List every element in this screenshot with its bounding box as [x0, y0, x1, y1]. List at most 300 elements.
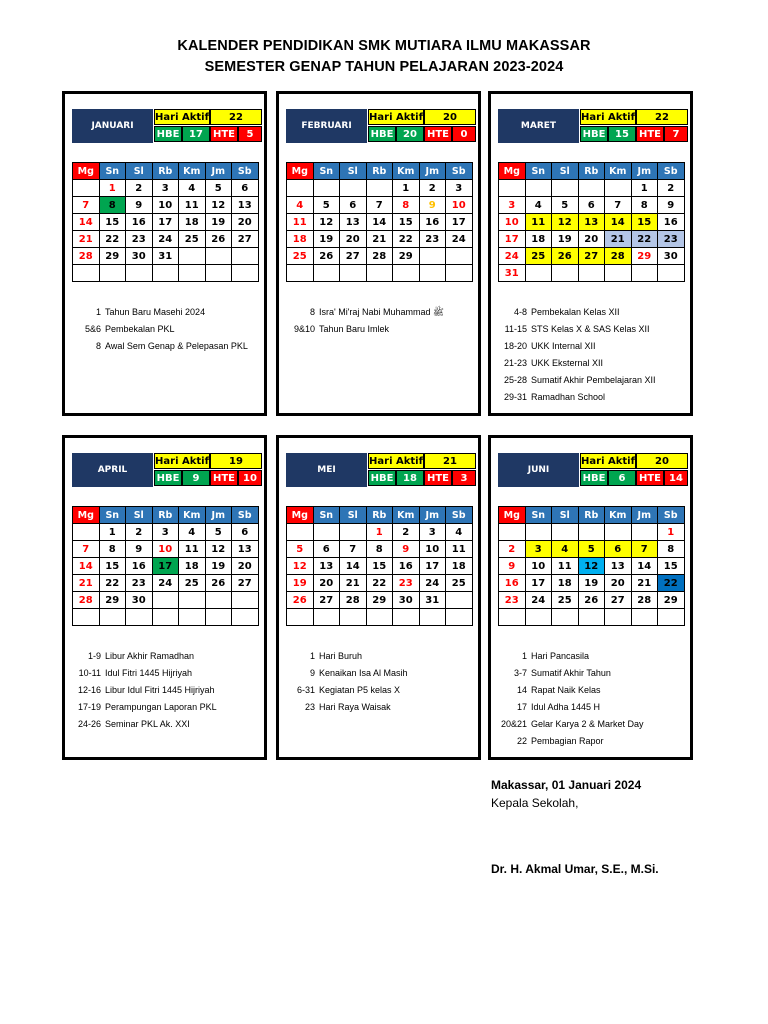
day-header: Mg: [73, 507, 100, 524]
day-cell: 18: [552, 575, 579, 592]
day-header: Mg: [499, 507, 526, 524]
week-row: [499, 248, 685, 265]
day-cell: [658, 265, 685, 282]
day-cell: [205, 609, 232, 626]
month-name: FEBRUARI: [286, 109, 367, 143]
day-cell: 8: [631, 197, 658, 214]
day-cell: [525, 265, 552, 282]
hari-aktif-value: 22: [636, 109, 688, 125]
day-header: Sb: [658, 163, 685, 180]
month-card: [62, 91, 267, 416]
day-cell: 29: [658, 592, 685, 609]
day-cell: 24: [525, 592, 552, 609]
week-row: [287, 248, 473, 265]
day-cell: [287, 265, 314, 282]
hbe-label: HBE: [154, 470, 182, 486]
day-cell: [73, 180, 100, 197]
hari-aktif-label: Hari Aktif: [580, 109, 636, 125]
day-cell: [152, 592, 179, 609]
week-row: [73, 214, 259, 231]
day-cell: 17: [419, 558, 446, 575]
day-header: Rb: [152, 507, 179, 524]
event-text: Idul Fitri 1445 Hijriyah: [105, 668, 193, 678]
day-cell: 27: [313, 592, 340, 609]
day-cell: 15: [658, 558, 685, 575]
day-cell: [578, 180, 605, 197]
day-cell: 28: [605, 248, 632, 265]
week-row: [287, 541, 473, 558]
day-cell: [152, 265, 179, 282]
day-header: Sl: [552, 507, 579, 524]
day-cell: 3: [525, 541, 552, 558]
week-row: [287, 524, 473, 541]
day-cell: 24: [152, 231, 179, 248]
event-item: [491, 682, 690, 699]
event-text: Isra' Mi'raj Nabi Muhammad ﷺ: [319, 307, 444, 317]
day-cell: 10: [499, 214, 526, 231]
day-header: Mg: [499, 163, 526, 180]
day-cell: 8: [658, 541, 685, 558]
event-date: 8: [309, 307, 315, 317]
day-cell: 9: [499, 558, 526, 575]
day-cell: 10: [446, 197, 473, 214]
event-date: 24-26: [77, 719, 101, 729]
event-text: Tahun Baru Masehi 2024: [105, 307, 206, 317]
hte-label: HTE: [424, 470, 452, 486]
day-cell: 6: [232, 524, 259, 541]
week-row: [287, 197, 473, 214]
day-cell: 8: [393, 197, 420, 214]
day-header: Km: [179, 163, 206, 180]
day-cell: 25: [179, 231, 206, 248]
event-text: UKK Internal XII: [531, 341, 596, 351]
day-cell: 16: [419, 214, 446, 231]
day-cell: [499, 609, 526, 626]
event-item: [65, 699, 264, 716]
day-cell: 29: [393, 248, 420, 265]
day-cell: 1: [658, 524, 685, 541]
day-cell: 2: [499, 541, 526, 558]
day-cell: [605, 609, 632, 626]
day-cell: [578, 524, 605, 541]
day-cell: 29: [631, 248, 658, 265]
day-cell: 31: [419, 592, 446, 609]
day-cell: 26: [287, 592, 314, 609]
day-cell: 19: [578, 575, 605, 592]
event-item: [279, 304, 478, 321]
week-row: [73, 180, 259, 197]
day-header: Sl: [126, 163, 153, 180]
day-cell: 5: [552, 197, 579, 214]
event-item: [279, 648, 478, 665]
day-cell: [499, 524, 526, 541]
calendar-table: [72, 162, 259, 282]
day-cell: 26: [205, 575, 232, 592]
event-item: [491, 304, 690, 321]
day-cell: [232, 609, 259, 626]
month-header: [72, 109, 262, 143]
day-cell: 21: [605, 231, 632, 248]
day-cell: 17: [446, 214, 473, 231]
day-cell: 31: [152, 248, 179, 265]
day-cell: 29: [99, 592, 126, 609]
signature-place-date: Makassar, 01 Januari 2024: [491, 778, 642, 792]
day-cell: 1: [393, 180, 420, 197]
week-row: [499, 214, 685, 231]
day-header: Sn: [525, 507, 552, 524]
hte-value: 5: [238, 126, 262, 142]
day-cell: 11: [552, 558, 579, 575]
day-header: Sn: [313, 163, 340, 180]
day-cell: 13: [232, 541, 259, 558]
day-cell: 7: [73, 541, 100, 558]
day-cell: 7: [631, 541, 658, 558]
day-cell: 30: [658, 248, 685, 265]
day-cell: 1: [366, 524, 393, 541]
day-cell: [446, 248, 473, 265]
day-cell: 4: [552, 541, 579, 558]
calendar-table: [498, 506, 685, 626]
day-cell: 23: [126, 575, 153, 592]
day-cell: 28: [340, 592, 367, 609]
day-cell: 21: [340, 575, 367, 592]
day-cell: [152, 609, 179, 626]
day-cell: 23: [393, 575, 420, 592]
day-cell: [552, 609, 579, 626]
event-date: 11-15: [504, 324, 527, 334]
day-cell: 7: [605, 197, 632, 214]
event-item: [491, 372, 690, 389]
month-header: [498, 109, 688, 143]
day-cell: [552, 524, 579, 541]
event-item: [491, 321, 690, 338]
event-date: 10-11: [78, 668, 101, 678]
event-item: [279, 321, 478, 338]
event-date: 14: [516, 685, 527, 695]
day-cell: 4: [179, 524, 206, 541]
event-item: [65, 321, 264, 338]
day-cell: 5: [578, 541, 605, 558]
day-cell: 5: [313, 197, 340, 214]
calendar-table: [286, 162, 473, 282]
hte-label: HTE: [636, 126, 664, 142]
day-cell: 28: [73, 592, 100, 609]
hte-value: 3: [452, 470, 476, 486]
day-cell: [631, 524, 658, 541]
day-cell: 22: [99, 575, 126, 592]
day-cell: [419, 248, 446, 265]
event-item: [279, 665, 478, 682]
day-cell: 22: [366, 575, 393, 592]
day-cell: 14: [366, 214, 393, 231]
week-row: [499, 558, 685, 575]
day-cell: 25: [287, 248, 314, 265]
event-text: Hari Buruh: [319, 651, 363, 661]
day-header: Km: [393, 507, 420, 524]
day-cell: 6: [340, 197, 367, 214]
day-cell: 19: [205, 558, 232, 575]
day-cell: 29: [366, 592, 393, 609]
day-cell: 5: [205, 524, 232, 541]
day-cell: 10: [525, 558, 552, 575]
day-header: Rb: [152, 163, 179, 180]
day-cell: 21: [631, 575, 658, 592]
event-item: [65, 716, 264, 733]
title-line-1: KALENDER PENDIDIKAN SMK MUTIARA ILMU MAKASSAR: [177, 38, 591, 54]
day-cell: 19: [552, 231, 579, 248]
week-row: [499, 609, 685, 626]
day-cell: 15: [99, 214, 126, 231]
event-item: [491, 338, 690, 355]
day-header: Jm: [205, 163, 232, 180]
day-header: Jm: [631, 163, 658, 180]
event-item: [65, 648, 264, 665]
day-header: Jm: [419, 507, 446, 524]
week-row: [287, 575, 473, 592]
day-cell: [313, 265, 340, 282]
day-cell: [287, 609, 314, 626]
day-header: Jm: [419, 163, 446, 180]
week-row: [287, 609, 473, 626]
day-header: Rb: [366, 507, 393, 524]
event-item: [491, 733, 690, 750]
calendar-table: [72, 506, 259, 626]
week-row: [499, 231, 685, 248]
week-row: [73, 231, 259, 248]
day-cell: 15: [631, 214, 658, 231]
event-text: Rapat Naik Kelas: [531, 685, 601, 695]
day-cell: 15: [99, 558, 126, 575]
day-cell: 6: [578, 197, 605, 214]
day-cell: 23: [419, 231, 446, 248]
week-row: [73, 197, 259, 214]
day-cell: [419, 609, 446, 626]
day-cell: 20: [605, 575, 632, 592]
event-date: 6-31: [296, 685, 315, 695]
day-cell: 29: [99, 248, 126, 265]
day-cell: 3: [499, 197, 526, 214]
day-cell: 21: [366, 231, 393, 248]
event-date: 23: [304, 702, 315, 712]
event-text: Ramadhan School: [531, 392, 606, 402]
week-row: [499, 524, 685, 541]
event-date: 20&21: [500, 719, 527, 729]
day-cell: [631, 609, 658, 626]
title-line-2: SEMESTER GENAP TAHUN PELAJARAN 2023-2024: [204, 59, 564, 75]
day-cell: 2: [419, 180, 446, 197]
month-card: [488, 91, 693, 416]
hte-value: 0: [452, 126, 476, 142]
event-item: [491, 665, 690, 682]
day-cell: 27: [232, 575, 259, 592]
day-cell: 9: [419, 197, 446, 214]
day-cell: 24: [152, 575, 179, 592]
day-cell: [340, 180, 367, 197]
hte-label: HTE: [210, 470, 238, 486]
hbe-label: HBE: [580, 126, 608, 142]
day-cell: [205, 592, 232, 609]
day-cell: 28: [631, 592, 658, 609]
day-header: Sn: [313, 507, 340, 524]
day-cell: 12: [552, 214, 579, 231]
day-cell: [126, 609, 153, 626]
day-header: Rb: [366, 163, 393, 180]
event-date: 22: [516, 736, 527, 746]
month-name: APRIL: [72, 453, 153, 487]
day-cell: [419, 265, 446, 282]
day-header: Sl: [340, 507, 367, 524]
day-cell: 20: [578, 231, 605, 248]
hari-aktif-value: 20: [636, 453, 688, 469]
day-header: Sn: [525, 163, 552, 180]
day-cell: 14: [605, 214, 632, 231]
day-cell: [126, 265, 153, 282]
week-row: [73, 575, 259, 592]
hbe-value: 18: [396, 470, 424, 486]
day-cell: [658, 609, 685, 626]
day-cell: [73, 265, 100, 282]
event-text: Pembagian Rapor: [531, 736, 604, 746]
day-cell: 26: [313, 248, 340, 265]
day-cell: 16: [658, 214, 685, 231]
day-header: Rb: [578, 507, 605, 524]
event-date: 4-8: [513, 307, 527, 317]
day-cell: 11: [179, 541, 206, 558]
day-cell: 27: [232, 231, 259, 248]
day-cell: [525, 524, 552, 541]
day-cell: 18: [179, 214, 206, 231]
event-text: Perampungan Laporan PKL: [105, 702, 217, 712]
day-cell: [287, 180, 314, 197]
hte-value: 14: [664, 470, 688, 486]
event-date: 17: [516, 702, 527, 712]
day-cell: 17: [499, 231, 526, 248]
day-cell: 23: [658, 231, 685, 248]
day-cell: 20: [232, 558, 259, 575]
event-item: [65, 665, 264, 682]
day-cell: 14: [340, 558, 367, 575]
day-cell: 3: [446, 180, 473, 197]
day-header: Sb: [446, 507, 473, 524]
day-header: Km: [605, 507, 632, 524]
day-cell: [446, 265, 473, 282]
event-item: [65, 682, 264, 699]
day-cell: 3: [152, 180, 179, 197]
day-cell: 13: [578, 214, 605, 231]
day-header: Km: [179, 507, 206, 524]
week-row: [499, 575, 685, 592]
week-row: [73, 248, 259, 265]
day-cell: 18: [525, 231, 552, 248]
day-cell: 18: [446, 558, 473, 575]
week-row: [287, 231, 473, 248]
day-cell: 19: [313, 231, 340, 248]
day-cell: [99, 609, 126, 626]
day-cell: [73, 524, 100, 541]
day-cell: [366, 265, 393, 282]
event-text: Libur Idul Fitri 1445 Hijriyah: [105, 685, 215, 695]
day-header: Jm: [205, 507, 232, 524]
week-row: [287, 180, 473, 197]
day-cell: 4: [446, 524, 473, 541]
calendar-table: [498, 162, 685, 282]
day-header: Mg: [287, 507, 314, 524]
day-cell: 12: [287, 558, 314, 575]
day-cell: 25: [525, 248, 552, 265]
month-header: [286, 109, 476, 143]
week-row: [73, 265, 259, 282]
event-item: [491, 699, 690, 716]
day-cell: 1: [631, 180, 658, 197]
day-cell: 17: [152, 214, 179, 231]
day-cell: 14: [73, 558, 100, 575]
day-cell: 12: [313, 214, 340, 231]
month-name: JUNI: [498, 453, 579, 487]
day-cell: 13: [340, 214, 367, 231]
day-cell: 13: [605, 558, 632, 575]
event-date: 9&10: [293, 324, 315, 334]
hte-label: HTE: [210, 126, 238, 142]
day-cell: [366, 609, 393, 626]
day-cell: 24: [499, 248, 526, 265]
day-cell: 26: [578, 592, 605, 609]
event-date: 1: [95, 307, 101, 317]
day-cell: 11: [525, 214, 552, 231]
event-text: Kegiatan P5 kelas X: [319, 685, 401, 695]
week-row: [287, 592, 473, 609]
day-cell: [340, 265, 367, 282]
month-card: [276, 435, 481, 760]
day-cell: 11: [287, 214, 314, 231]
day-cell: 28: [366, 248, 393, 265]
day-cell: 26: [552, 248, 579, 265]
day-cell: 15: [393, 214, 420, 231]
day-cell: [578, 609, 605, 626]
day-cell: 5: [205, 180, 232, 197]
week-row: [499, 265, 685, 282]
day-header: Rb: [578, 163, 605, 180]
day-cell: 23: [499, 592, 526, 609]
day-cell: 24: [446, 231, 473, 248]
day-cell: 6: [232, 180, 259, 197]
day-cell: [605, 524, 632, 541]
day-cell: 10: [419, 541, 446, 558]
week-row: [287, 265, 473, 282]
day-cell: 4: [179, 180, 206, 197]
day-cell: 25: [179, 575, 206, 592]
day-cell: 28: [73, 248, 100, 265]
day-header: Sb: [232, 507, 259, 524]
event-date: 5&6: [84, 324, 101, 334]
hari-aktif-value: 19: [210, 453, 262, 469]
day-cell: 13: [232, 197, 259, 214]
day-cell: 16: [499, 575, 526, 592]
day-cell: 7: [366, 197, 393, 214]
week-row: [73, 609, 259, 626]
day-cell: [340, 524, 367, 541]
day-cell: 1: [99, 180, 126, 197]
event-text: Sumatif Akhir Pembelajaran XII: [531, 375, 656, 385]
day-cell: 2: [658, 180, 685, 197]
day-cell: 30: [393, 592, 420, 609]
day-cell: 25: [446, 575, 473, 592]
event-item: [491, 389, 690, 406]
day-cell: 6: [605, 541, 632, 558]
day-cell: [366, 180, 393, 197]
week-row: [499, 592, 685, 609]
week-row: [73, 541, 259, 558]
week-row: [73, 524, 259, 541]
